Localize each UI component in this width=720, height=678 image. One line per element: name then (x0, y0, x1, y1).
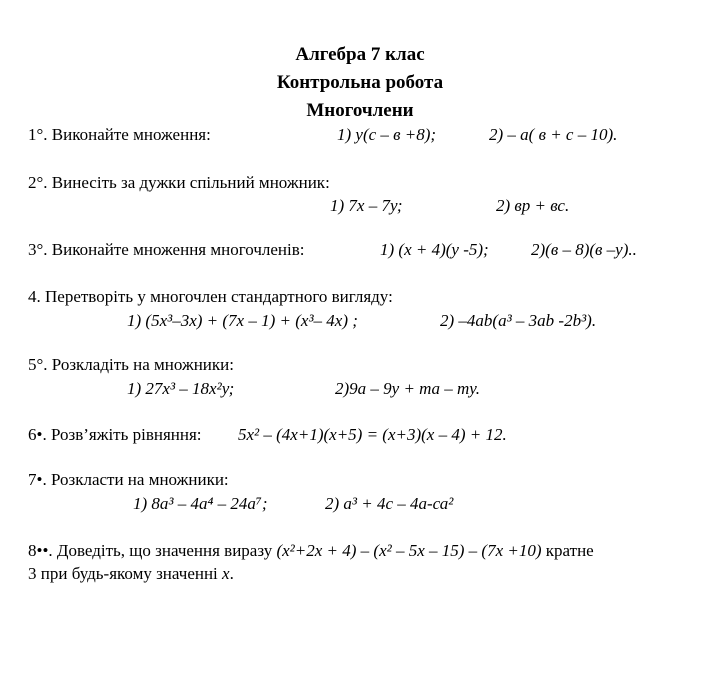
task-6-equation: 5х² – (4х+1)(х+5) = (х+3)(х – 4) + 12. (238, 425, 507, 444)
task-8-line-2 (28, 564, 234, 584)
task-4-item-2: 2) –4аb(а³ – 3аb -2b³). (440, 311, 597, 330)
task-1-item-2: 2) – а( в + с – 10). (489, 125, 618, 144)
task-1-label: 1°. Виконайте множення: (28, 125, 211, 144)
work-type-title: Контрольна робота (276, 72, 444, 93)
task-4-item-1: 1) (5х³–3х) + (7х – 1) + (х³– 4х) ; (127, 311, 358, 330)
task-1-item-1: 1) у(с – в +8); (337, 125, 437, 144)
task-5-item-2: 2)9а – 9у + mа – mу. (335, 379, 480, 398)
task-8-end: . (229, 564, 234, 583)
task-5-label: 5°. Розкладіть на множники: (28, 355, 234, 374)
task-2-item-2: 2) вр + вс. (496, 196, 570, 215)
task-3-label: 3°. Виконайте множення многочленів: (28, 240, 305, 259)
task-8-tail-2: 3 при будь-якому значенні (28, 564, 223, 583)
task-7-item-2: 2) а³ + 4с – 4а-са² (325, 494, 454, 513)
task-2-label: 2°. Винесіть за дужки спільний множник: (28, 173, 330, 192)
task-6-label: 6•. Розв’яжіть рівняння: (28, 425, 202, 444)
task-2-item-1: 1) 7х – 7у; (330, 196, 403, 215)
task-8-tail-1: кратне (545, 541, 594, 560)
task-8-label: 8••. Доведіть, що значення виразу (28, 541, 273, 560)
subject-title: Алгебра 7 клас (295, 44, 425, 65)
task-4-label: 4. Перетворіть у многочлен стандартного вигляду: (28, 287, 393, 306)
task-3-item-1: 1) (х + 4)(у -5); (380, 240, 489, 259)
task-8-line-1 (28, 541, 594, 561)
task-8-variable: х (222, 564, 230, 583)
topic-title: Многочлени (306, 100, 414, 121)
task-7-label: 7•. Розкласти на множники: (28, 470, 229, 489)
task-5-item-1: 1) 27х³ – 18х²у; (127, 379, 235, 398)
task-7-item-1: 1) 8а³ – 4а⁴ – 24а⁷; (133, 494, 268, 513)
task-3-item-2: 2)(в – 8)(в –у).. (531, 240, 637, 259)
task-8-expression: (х²+2х + 4) – (х² – 5х – 15) – (7х +10) (276, 541, 542, 560)
